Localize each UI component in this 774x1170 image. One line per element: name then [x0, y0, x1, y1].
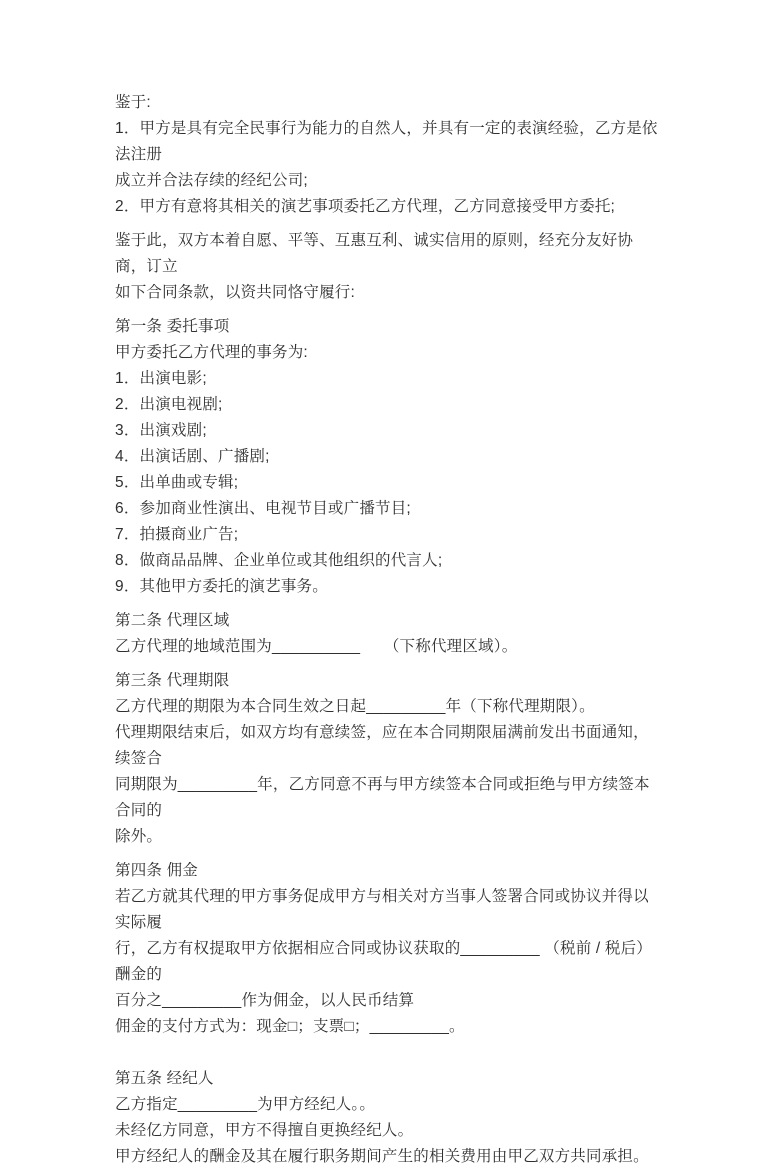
text-line: 百分之_________作为佣金，以人民币结算 [115, 992, 415, 1009]
text-line: 乙方代理的期限为本合同生效之日起_________年（下称代理期限）。 [115, 698, 595, 715]
text-line: 9．其他甲方委托的演艺事务。 [115, 578, 328, 595]
text-line: 第五条 经纪人 [115, 1070, 214, 1087]
text-line: 同期限为_________年，乙方同意不再与甲方续签本合同或拒绝与甲方续签本合同的 [115, 776, 650, 819]
contract-block-preamble-witness [115, 90, 660, 220]
text-line: 代理期限结束后，如双方均有意续签，应在本合同期限届满前发出书面通知，续签合 [115, 724, 649, 767]
text-line: 乙方指定_________为甲方经纪人。。 [115, 1096, 376, 1113]
text-line: 第一条 委托事项 [115, 318, 230, 335]
text-line: 第三条 代理期限 [115, 672, 230, 689]
text-line: 行，乙方有权提取甲方依据相应合同或协议获取的_________ （税前 / 税后）酬金的 [115, 940, 653, 983]
contract-block-article-5-agent [115, 1066, 660, 1170]
text-line: 若乙方就其代理的甲方事务促成甲方与相关对方当事人签署合同或协议并得以实际履 [115, 888, 649, 931]
text-line: 除外。 [115, 828, 163, 845]
text-line: 8．做商品品牌、企业单位或其他组织的代言人; [115, 552, 443, 569]
text-line: 1．甲方是具有完全民事行为能力的自然人，并具有一定的表演经验，乙方是依法注册 [115, 120, 658, 163]
text-line: 4．出演话剧、广播剧; [115, 448, 270, 465]
text-line: 2．出演电视剧; [115, 396, 223, 413]
contract-document-body [115, 90, 660, 1170]
text-line: 甲方经纪人的酬金及其在履行职务期间产生的相关费用由甲乙双方共同承担。 [115, 1148, 649, 1165]
text-line: 如下合同条款，以资共同恪守履行: [115, 284, 356, 301]
contract-block-article-1-entrusted-matters [115, 314, 660, 600]
text-line: 3．出演戏剧; [115, 422, 207, 439]
contract-block-article-3-agency-term [115, 668, 660, 850]
text-line: 未经亿方同意，甲方不得擅自更换经纪人。 [115, 1122, 414, 1139]
text-line: 第四条 佣金 [115, 862, 199, 879]
text-line: 1．出演电影; [115, 370, 207, 387]
text-line: 佣金的支付方式为：现金□；支票□；_________。 [115, 1018, 465, 1035]
text-line: 乙方代理的地域范围为__________ （下称代理区域）。 [115, 638, 518, 655]
text-line: 成立并合法存续的经纪公司; [115, 172, 308, 189]
contract-block-article-2-agency-territory [115, 608, 660, 660]
text-line: 7．拍摄商业广告; [115, 526, 239, 543]
text-line: 第二条 代理区域 [115, 612, 230, 629]
text-line: 5．出单曲或专辑; [115, 474, 239, 491]
contract-block-article-4-commission [115, 858, 660, 1040]
text-line: 鉴于此，双方本着自愿、平等、互惠互利、诚实信用的原则，经充分友好协商，订立 [115, 232, 634, 275]
text-line: 2．甲方有意将其相关的演艺事项委托乙方代理，乙方同意接受甲方委托; [115, 198, 616, 215]
contract-block-preamble-agreement [115, 228, 660, 306]
text-line: 甲方委托乙方代理的事务为: [115, 344, 308, 361]
text-line: 6．参加商业性演出、电视节目或广播节目; [115, 500, 411, 517]
text-line: 鉴于: [115, 94, 151, 111]
